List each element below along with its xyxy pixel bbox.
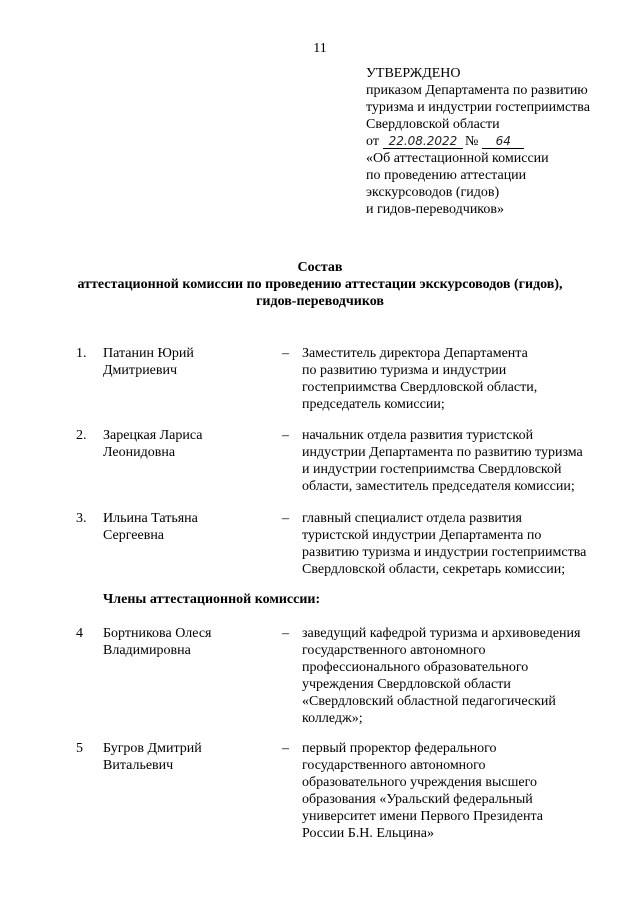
member-name [103, 345, 278, 379]
dash: – [282, 626, 289, 641]
title-line: аттестационной комиссии по проведению аттестации экскурсоводов (гидов), [77, 277, 563, 292]
approval-line: УТВЕРЖДЕНО [366, 66, 461, 81]
approval-subject-line: по проведению аттестации [366, 168, 527, 183]
member-position [302, 625, 622, 727]
position-line: России Б.Н. Ельцина» [302, 826, 434, 841]
position-line: профессионального образовательного [302, 660, 529, 675]
position-line: государственного автономного [302, 643, 486, 658]
approval-line: приказом Департамента по развитию [366, 83, 588, 98]
position-line: первый проректор федерального [302, 741, 497, 756]
position-line: начальник отдела развития туристской [302, 428, 534, 443]
name-line: Сергеевна [103, 528, 165, 543]
position-line: индустрии Департамента по развитию туризма [302, 445, 583, 460]
position-line: университет имени Первого Президента [302, 809, 544, 824]
position-line: колледж»; [302, 711, 363, 726]
member-name [103, 740, 278, 774]
member-name [103, 625, 278, 659]
position-line: области, заместитель председателя комиссии; [302, 479, 575, 494]
position-line: государственного автономного [302, 758, 486, 773]
dash: – [282, 346, 289, 361]
position-line: «Свердловский областной педагогический [302, 694, 556, 709]
position-line: Заместитель директора Департамента [302, 346, 528, 361]
position-line: по развитию туризма и индустрии [302, 363, 507, 378]
position-line: учреждения Свердловской области [302, 677, 511, 692]
date-prefix: от [366, 134, 379, 149]
name-line: Витальевич [103, 758, 174, 773]
position-line: заведущий кафедрой туризма и архивоведения [302, 626, 581, 641]
name-line: Патанин Юрий [103, 346, 194, 361]
dash: – [282, 428, 289, 443]
member-name [103, 427, 278, 461]
position-line: образования «Уральский федеральный [302, 792, 533, 807]
name-line: Дмитриевич [103, 363, 178, 378]
name-line: Ильина Татьяна [103, 511, 198, 526]
position-line: образовательного учреждения высшего [302, 775, 537, 790]
name-line: Владимировна [103, 643, 191, 658]
position-line: Свердловской области, секретарь комиссии; [302, 562, 566, 577]
approval-stamp [366, 65, 636, 218]
position-line: и индустрии гостеприимства Свердловской [302, 462, 562, 477]
approval-line: туризма и индустрии гостеприимства [366, 100, 590, 115]
position-line: развитию туризма и индустрии гостеприимства [302, 545, 587, 560]
member-number: 5 [76, 741, 83, 756]
name-line: Бортникова Олеся [103, 626, 212, 641]
number-sign: № [464, 134, 479, 149]
member-name [103, 510, 278, 544]
name-line: Зарецкая Лариса [103, 428, 203, 443]
title-line: гидов-переводчиков [256, 294, 384, 309]
title-line: Состав [297, 260, 343, 275]
member-number: 3. [76, 511, 87, 526]
member-number: 4 [76, 626, 83, 641]
handwritten-date: 22.08.2022 [383, 134, 463, 149]
members-heading: Члены аттестационной комиссии: [103, 592, 321, 607]
document-title [0, 259, 640, 310]
approval-line: Свердловской области [366, 117, 500, 132]
name-line: Леонидовна [103, 445, 176, 460]
handwritten-number: 64 [482, 134, 524, 149]
member-position [302, 510, 622, 578]
approval-subject-line: экскурсоводов (гидов) [366, 185, 500, 200]
position-line: гостеприимства Свердловской области, [302, 380, 538, 395]
member-number: 1. [76, 346, 87, 361]
position-line: главный специалист отдела развития [302, 511, 522, 526]
position-line: туристской индустрии Департамента по [302, 528, 542, 543]
member-position [302, 345, 622, 413]
approval-date-line [366, 133, 636, 150]
name-line: Бугров Дмитрий [103, 741, 202, 756]
dash: – [282, 741, 289, 756]
member-number: 2. [76, 428, 87, 443]
approval-subject-line: и гидов-переводчиков» [366, 202, 505, 217]
dash: – [282, 511, 289, 526]
member-position [302, 740, 622, 842]
approval-subject-line: «Об аттестационной комиссии [366, 151, 549, 166]
position-line: председатель комиссии; [302, 397, 445, 412]
member-position [302, 427, 622, 495]
page-number: 11 [313, 41, 327, 56]
